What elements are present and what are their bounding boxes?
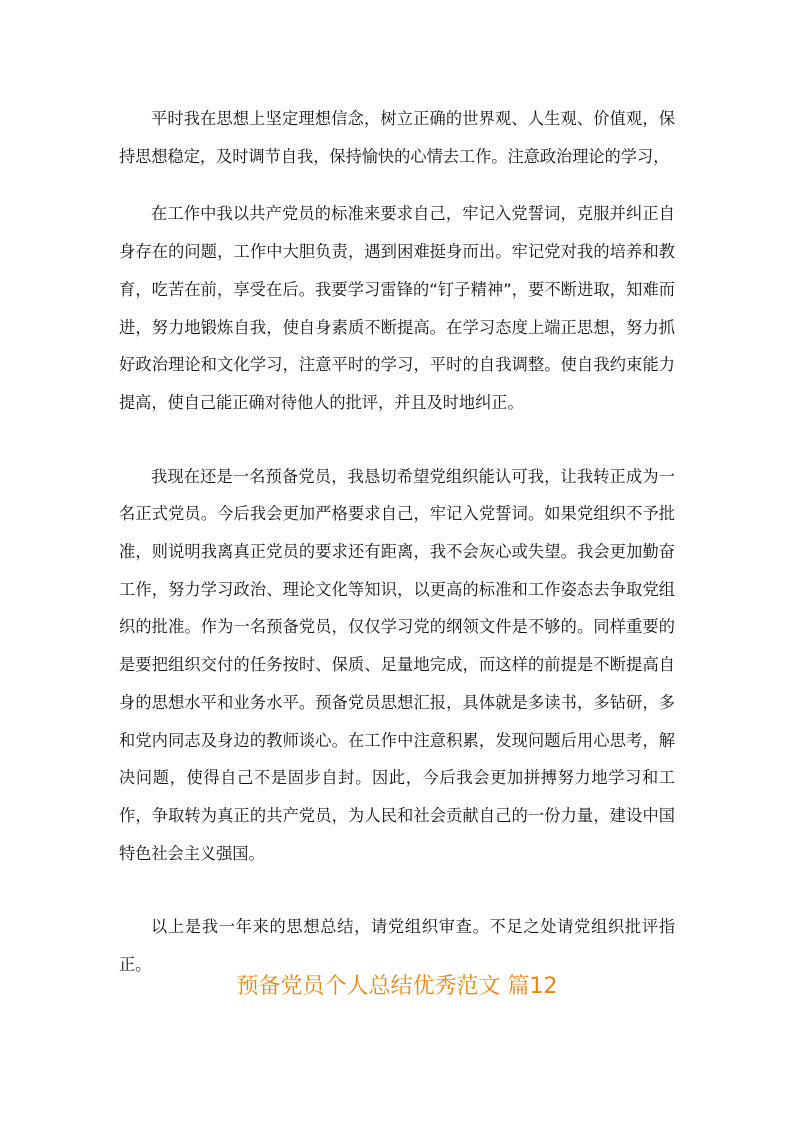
section-heading: 预备党员个人总结优秀范文 篇12 [236,974,558,999]
document-body [119,100,675,984]
paragraph-4: 以上是我一年来的思想总结，请党组织审查。不足之处请党组织批评指正。 [119,917,675,975]
paragraph-2: 在工作中我以共产党员的标准来要求自己，牢记入党誓词，克服并纠正自身存在的问题，工作中大胆负责，遇到困难挺身而出。牢记党对我的培养和教育，吃苦在前，享受在后。我要学习雷锋的“钉子精神”，要不断进取，知难而进，努力地锻炼自我，使自身素质不断提高。在学习态度上端正思想，努力抓好政治理论和文化学习，注意平时的学习，平时的自我调整。使自我约束能力提高，使自己能正确对待他人的批评，并且及时地纠正。 [119,204,675,412]
paragraph-1: 平时我在思想上坚定理想信念，树立正确的世界观、人生观、价值观，保持思想稳定，及时调节自我，保持愉快的心情去工作。注意政治理论的学习， [119,109,675,166]
paragraph-3: 我现在还是一名预备党员，我恳切希望党组织能认可我，让我转正成为一名正式党员。今后我会更加严格要求自己，牢记入党誓词。如果党组织不予批准，则说明我离真正党员的要求还有距离，我不会灰心或失望。我会更加勤奋工作，努力学习政治、理论文化等知识，以更高的标准和工作姿态去争取党组织的批准。作为一名预备党员，仅仅学习党的纲领文件是不够的。同样重要的是要把组织交付的任务按时、保质、足量地完成，而这样的前提是不断提高自身的思想水平和业务水平。预备党员思想汇报，具体就是多读书，多钻研，多和党内同志及身边的教师谈心。在工作中注意积累，发现问题后用心思考，解决问题，使得自己不是固步自封。因此，今后我会更加拼搏努力地学习和工作，争取转为真正的共产党员，为人民和社会贡献自己的一份力量，建设中国特色社会主义强国。 [119,466,675,863]
